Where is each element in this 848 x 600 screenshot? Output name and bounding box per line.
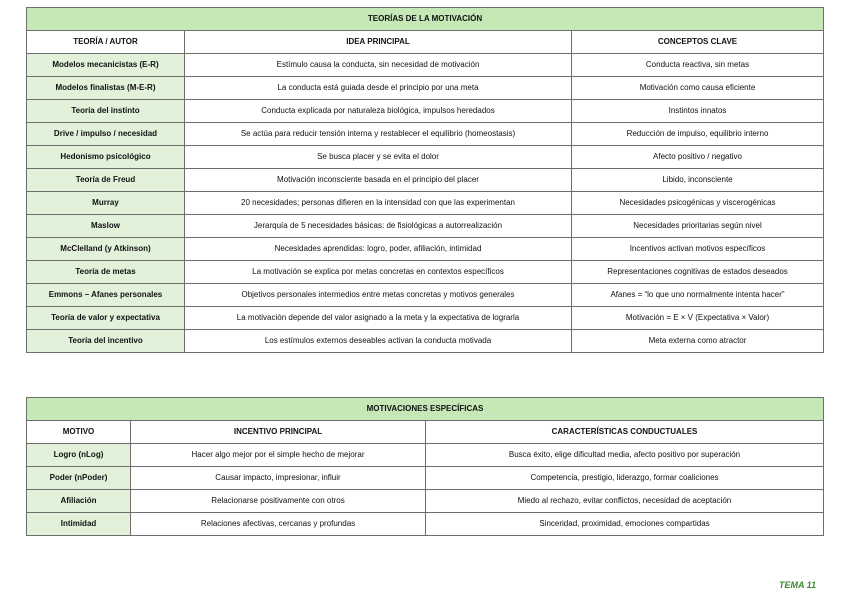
row-label: Logro (nLog) xyxy=(27,444,131,467)
table-row xyxy=(27,123,824,146)
table-row xyxy=(27,444,824,467)
table-row xyxy=(27,77,824,100)
table-cell: Necesidades psicogénicas y viscerogénicas xyxy=(572,192,824,215)
row-label: Murray xyxy=(27,192,185,215)
table-cell: Meta externa como atractor xyxy=(572,330,824,353)
table-cell: Estímulo causa la conducta, sin necesidad de motivación xyxy=(185,54,572,77)
table-cell: Hacer algo mejor por el simple hecho de mejorar xyxy=(131,444,426,467)
table-cell: Libido, inconsciente xyxy=(572,169,824,192)
table-row xyxy=(27,215,824,238)
table-row xyxy=(27,238,824,261)
row-label: Emmons – Afanes personales xyxy=(27,284,185,307)
table-cell: Jerarquía de 5 necesidades básicas: de fisiológicas a autorrealización xyxy=(185,215,572,238)
table-cell: Instintos innatos xyxy=(572,100,824,123)
page-label: TEMA 11 xyxy=(778,580,816,590)
table-row xyxy=(27,467,824,490)
table-cell: Conducta reactiva, sin metas xyxy=(572,54,824,77)
row-label: Teoría de Freud xyxy=(27,169,185,192)
table-row xyxy=(27,330,824,353)
table-cell: Afanes = “lo que uno normalmente intenta hacer” xyxy=(572,284,824,307)
table-row xyxy=(27,307,824,330)
table-row xyxy=(27,513,824,536)
table-row xyxy=(27,261,824,284)
row-label: Hedonismo psicológico xyxy=(27,146,185,169)
table-cell: Motivación inconsciente basada en el principio del placer xyxy=(185,169,572,192)
table-row xyxy=(27,54,824,77)
table-cell: Incentivos activan motivos específicos xyxy=(572,238,824,261)
table-cell: Se busca placer y se evita el dolor xyxy=(185,146,572,169)
table-title: TEORÍAS DE LA MOTIVACIÓN xyxy=(27,8,824,31)
table-cell: 20 necesidades; personas difieren en la intensidad con que las experimentan xyxy=(185,192,572,215)
table-title: MOTIVACIONES ESPECÍFICAS xyxy=(27,398,824,421)
row-label: Maslow xyxy=(27,215,185,238)
table-cell: Se actúa para reducir tensión interna y restablecer el equilibrio (homeostasis) xyxy=(185,123,572,146)
table-cell: Reducción de impulso, equilibrio interno xyxy=(572,123,824,146)
column-header: IDEA PRINCIPAL xyxy=(185,31,572,54)
specific-motivations-table xyxy=(26,397,824,536)
table-cell: Conducta explicada por naturaleza biológica, impulsos heredados xyxy=(185,100,572,123)
table-cell: Necesidades prioritarias según nivel xyxy=(572,215,824,238)
table-cell: Competencia, prestigio, liderazgo, formar coaliciones xyxy=(426,467,824,490)
table-row xyxy=(27,192,824,215)
row-label: Teoría del instinto xyxy=(27,100,185,123)
row-label: Modelos finalistas (M-E-R) xyxy=(27,77,185,100)
table-cell: Objetivos personales intermedios entre metas concretas y motivos generales xyxy=(185,284,572,307)
column-header: TEORÍA / AUTOR xyxy=(27,31,185,54)
table-cell: Relaciones afectivas, cercanas y profundas xyxy=(131,513,426,536)
table-cell: La motivación se explica por metas concretas en contextos específicos xyxy=(185,261,572,284)
theories-table xyxy=(26,7,824,353)
table-row xyxy=(27,284,824,307)
column-header: CONCEPTOS CLAVE xyxy=(572,31,824,54)
row-label: Intimidad xyxy=(27,513,131,536)
table-cell: Representaciones cognitivas de estados deseados xyxy=(572,261,824,284)
row-label: Modelos mecanicistas (E-R) xyxy=(27,54,185,77)
table-cell: Los estímulos externos deseables activan la conducta motivada xyxy=(185,330,572,353)
table-cell: Necesidades aprendidas: logro, poder, afiliación, intimidad xyxy=(185,238,572,261)
row-label: Teoría del incentivo xyxy=(27,330,185,353)
table-cell: Busca éxito, elige dificultad media, afecto positivo por superación xyxy=(426,444,824,467)
table-row xyxy=(27,100,824,123)
table-cell: Causar impacto, impresionar, influir xyxy=(131,467,426,490)
table-row xyxy=(27,490,824,513)
table-cell: Motivación como causa eficiente xyxy=(572,77,824,100)
row-label: Drive / impulso / necesidad xyxy=(27,123,185,146)
row-label: Afiliación xyxy=(27,490,131,513)
column-header: INCENTIVO PRINCIPAL xyxy=(131,421,426,444)
table-cell: Miedo al rechazo, evitar conflictos, necesidad de aceptación xyxy=(426,490,824,513)
column-header: MOTIVO xyxy=(27,421,131,444)
table-cell: La motivación depende del valor asignado a la meta y la expectativa de lograrla xyxy=(185,307,572,330)
table-cell: Sinceridad, proximidad, emociones compartidas xyxy=(426,513,824,536)
table-row xyxy=(27,146,824,169)
row-label: Teoría de metas xyxy=(27,261,185,284)
table-cell: Relacionarse positivamente con otros xyxy=(131,490,426,513)
table-cell: Motivación = E × V (Expectativa × Valor) xyxy=(572,307,824,330)
row-label: Teoría de valor y expectativa xyxy=(27,307,185,330)
row-label: Poder (nPoder) xyxy=(27,467,131,490)
table-row xyxy=(27,169,824,192)
row-label: McClelland (y Atkinson) xyxy=(27,238,185,261)
column-header: CARACTERÍSTICAS CONDUCTUALES xyxy=(426,421,824,444)
table-cell: Afecto positivo / negativo xyxy=(572,146,824,169)
table-cell: La conducta está guiada desde el principio por una meta xyxy=(185,77,572,100)
